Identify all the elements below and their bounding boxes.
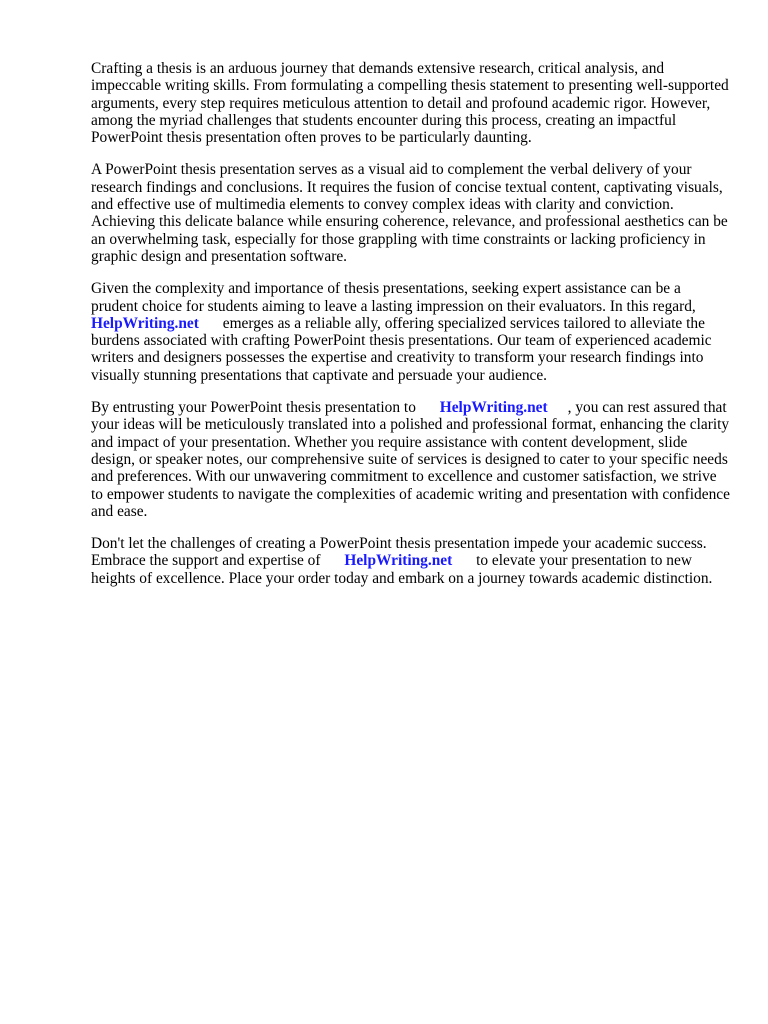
paragraph-expert-assistance-text-after: emerges as a reliable ally, offering specialized services tailored to alleviate the burdens associated with crafting PowerPoint thesis presentations. Our team of experienced academic writers and designers possesses the expertise and creativity to transform your research findings into visually stunning presentations that captivate and persuade your audience. xyxy=(91,314,712,384)
paragraph-presentation-purpose: A PowerPoint thesis presentation serves as a visual aid to complement the verbal delivery of your research findings and conclusions. It requires the fusion of concise textual content, captivating visuals, and effective use of multimedia elements to convey complex ideas with clarity and conviction. Achieving this delicate balance while ensuring coherence, relevance, and professional aesthetics can be an overwhelming task, especially for those grappling with time constraints or lacking proficiency in graphic design and presentation software. xyxy=(91,161,728,265)
paragraph-expert-assistance-text-before: Given the complexity and importance of thesis presentations, seeking expert assistance can be a prudent choice for students aiming to leave a lasting impression on their evaluators. In this regard, xyxy=(91,280,696,315)
paragraph-closing-text-after: to elevate your presentation to new heights of excellence. Place your order today and embark on a journey towards academic distinction. xyxy=(91,552,713,587)
helpwriting-link-3[interactable]: HelpWriting.net xyxy=(344,552,453,570)
paragraph-closing-text-before: Don't let the challenges of creating a PowerPoint thesis presentation impede your academic success. Embrace the support and expertise of xyxy=(91,535,707,570)
helpwriting-link-1[interactable]: HelpWriting.net xyxy=(91,314,199,332)
paragraph-closing xyxy=(91,535,731,587)
paragraph-entrusting-text-before: By entrusting your PowerPoint thesis presentation to xyxy=(91,399,416,417)
paragraph-intro: Crafting a thesis is an arduous journey that demands extensive research, critical analysis, and impeccable writing skills. From formulating a compelling thesis statement to presenting well-supported arguments, every step requires meticulous attention to detail and profound academic rigor. However, among the myriad challenges that students encounter during this process, creating an impactful PowerPoint thesis presentation often proves to be particularly daunting. xyxy=(91,60,729,147)
paragraph-expert-assistance xyxy=(91,280,731,384)
document-body xyxy=(91,60,731,602)
paragraph-entrusting xyxy=(91,399,731,520)
helpwriting-link-2[interactable]: HelpWriting.net xyxy=(439,399,548,417)
paragraph-entrusting-text-after: , you can rest assured that your ideas will be meticulously translated into a polished and professional format, enhancing the clarity and impact of your presentation. Whether you require assistance with content development, slide design, or speaker notes, our comprehensive suite of services is designed to cater to your specific needs and preferences. With our unwavering commitment to excellence and customer satisfaction, we strive to empower students to navigate the complexities of academic writing and presentation with confidence and ease. xyxy=(91,399,730,520)
